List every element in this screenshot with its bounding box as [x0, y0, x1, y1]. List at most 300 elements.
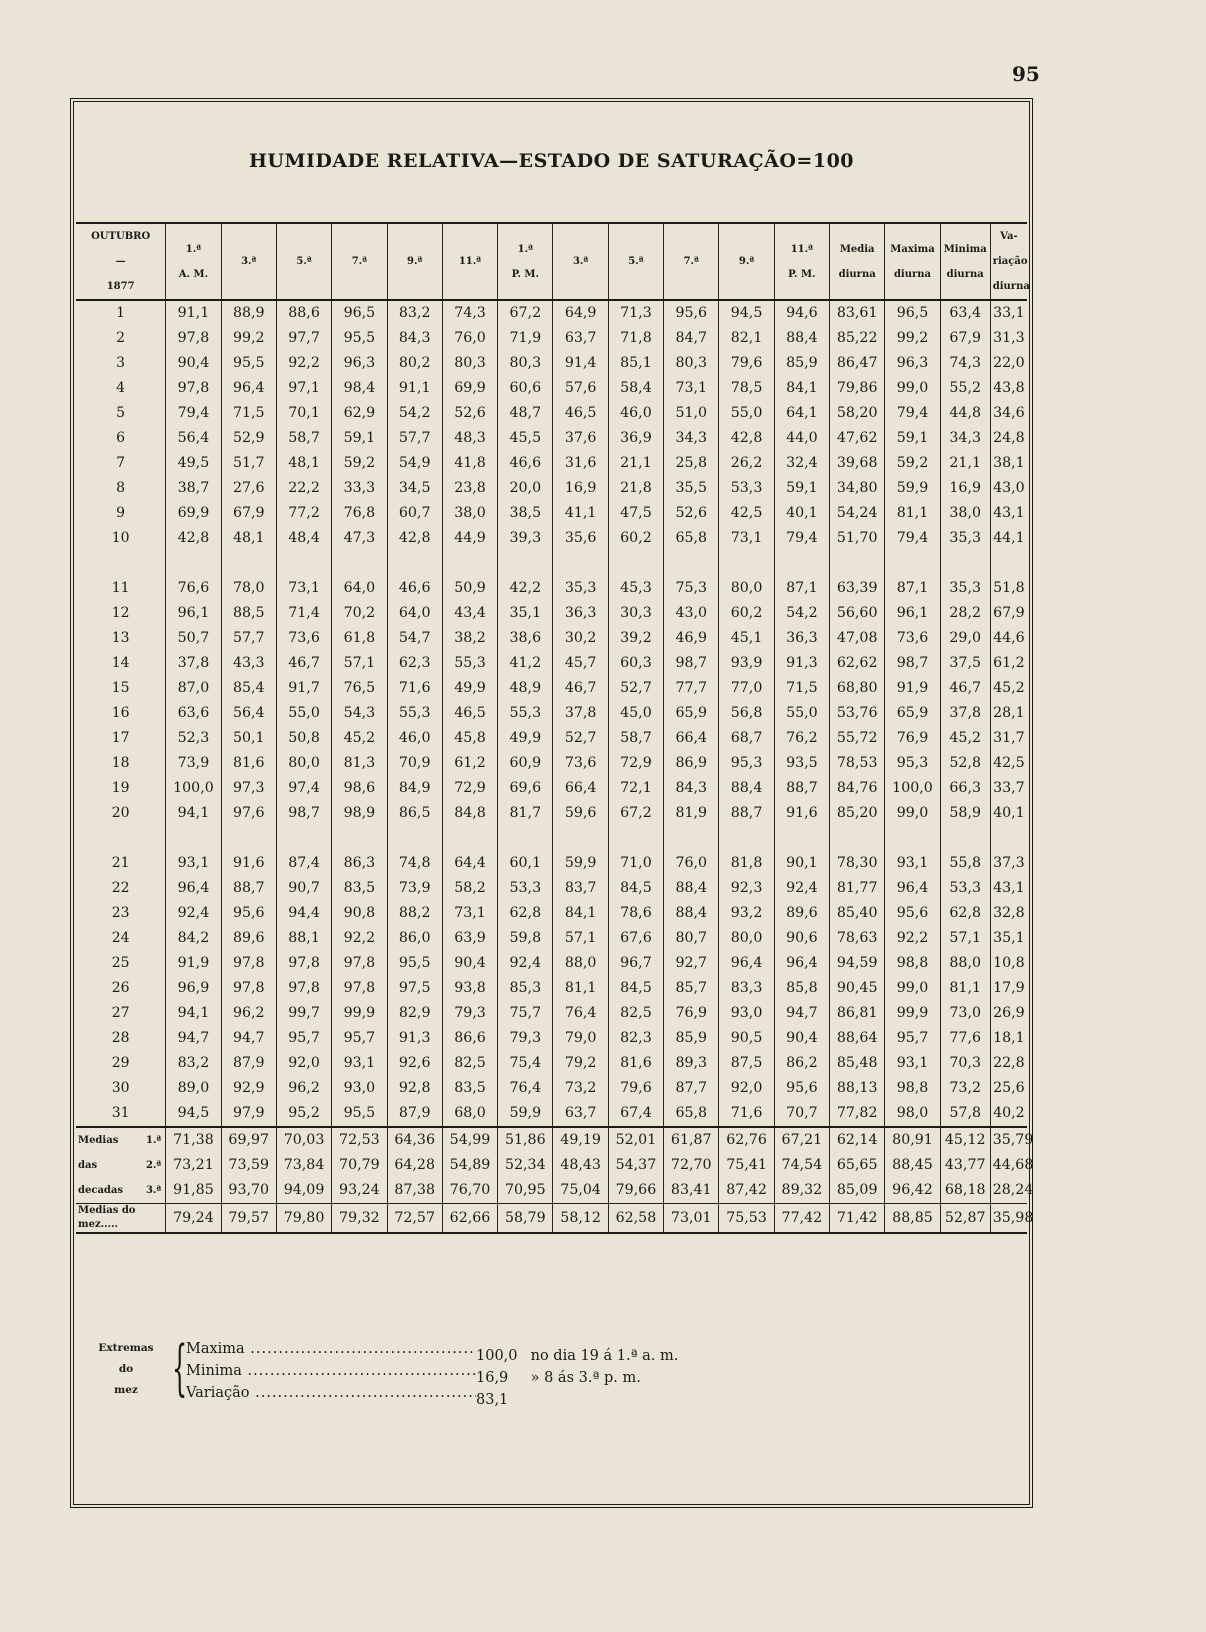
- table-cell: 62,8: [498, 901, 553, 926]
- table-cell: 81,8: [719, 851, 774, 876]
- table-cell: 64,4: [442, 851, 497, 876]
- table-cell: 52,6: [442, 401, 497, 426]
- table-cell: 59,2: [332, 451, 387, 476]
- table-cell: 86,5: [387, 801, 442, 826]
- table-row: [76, 451, 1027, 476]
- table-cell: 42,5: [719, 501, 774, 526]
- table-cell: 65,9: [885, 701, 940, 726]
- table-cell: 92,3: [719, 876, 774, 901]
- table-cell: 73,2: [553, 1076, 608, 1101]
- table-cell: 45,2: [940, 726, 990, 751]
- table-cell: 66,4: [553, 776, 608, 801]
- table-cell: 80,0: [719, 576, 774, 601]
- table-cell: 70,95: [498, 1178, 553, 1204]
- table-cell: 73,59: [221, 1153, 276, 1178]
- table-cell: 81,77: [830, 876, 885, 901]
- table-cell: 69,6: [498, 776, 553, 801]
- spacer-row: [76, 826, 1027, 851]
- table-cell: 46,6: [498, 451, 553, 476]
- table-cell: 47,62: [830, 426, 885, 451]
- extremas-label: Extremas do mez: [98, 1342, 154, 1396]
- table-cell: 95,7: [276, 1026, 331, 1051]
- table-cell: 58,9: [940, 801, 990, 826]
- table-cell: 97,8: [332, 976, 387, 1001]
- table-cell: 52,87: [940, 1204, 990, 1234]
- table-cell: 74,54: [774, 1153, 829, 1178]
- table-row: [76, 376, 1027, 401]
- table-cell: 87,9: [221, 1051, 276, 1076]
- table-cell: 59,2: [885, 451, 940, 476]
- table-cell: 57,1: [553, 926, 608, 951]
- table-cell: 85,4: [221, 676, 276, 701]
- table-row: [76, 776, 1027, 801]
- table-cell: 52,8: [940, 751, 990, 776]
- table-cell: 63,6: [166, 701, 221, 726]
- table-cell: 88,4: [774, 326, 829, 351]
- table-cell: 53,76: [830, 701, 885, 726]
- table-cell: 95,2: [276, 1101, 331, 1127]
- table-cell: 62,14: [830, 1127, 885, 1153]
- table-cell: 33,1: [990, 300, 1027, 326]
- table-cell: 56,4: [166, 426, 221, 451]
- table-cell: 57,7: [387, 426, 442, 451]
- table-cell: 45,2: [990, 676, 1027, 701]
- day-number: 23: [111, 905, 130, 921]
- table-cell: 35,5: [664, 476, 719, 501]
- table-cell: 69,97: [221, 1127, 276, 1153]
- table-cell: 89,0: [166, 1076, 221, 1101]
- table-cell: 84,7: [664, 326, 719, 351]
- extremas-row-minima: Minima ..... 16,9 » 8 ás 3.ª p. m.: [186, 1360, 641, 1382]
- table-cell: 33,7: [990, 776, 1027, 801]
- table-cell: 57,1: [332, 651, 387, 676]
- table-row: [76, 476, 1027, 501]
- table-cell: 67,9: [990, 601, 1027, 626]
- table-cell: 45,0: [608, 701, 663, 726]
- table-cell: 52,7: [553, 726, 608, 751]
- table-cell: 35,6: [553, 526, 608, 551]
- table-cell: 58,4: [608, 376, 663, 401]
- table-cell: 99,2: [221, 326, 276, 351]
- table-cell: 40,1: [990, 801, 1027, 826]
- day-number: 2: [116, 330, 126, 346]
- table-row: [76, 1001, 1027, 1026]
- column-header: 11.ª P. M.: [774, 223, 829, 300]
- table-cell: 73,1: [442, 901, 497, 926]
- table-cell: 69,9: [442, 376, 497, 401]
- table-cell: 67,2: [608, 801, 663, 826]
- table-cell: 69,9: [166, 501, 221, 526]
- table-cell: 64,0: [387, 601, 442, 626]
- table-cell: 35,3: [940, 526, 990, 551]
- table-cell: 22,8: [990, 1051, 1027, 1076]
- day-number: 20: [111, 805, 130, 821]
- table-cell: 85,3: [498, 976, 553, 1001]
- table-cell: 87,5: [719, 1051, 774, 1076]
- table-cell: 43,0: [664, 601, 719, 626]
- table-cell: 43,3: [221, 651, 276, 676]
- table-cell: 95,3: [885, 751, 940, 776]
- table-row: [76, 901, 1027, 926]
- table-cell: 84,2: [166, 926, 221, 951]
- table-cell: 83,2: [387, 300, 442, 326]
- table-cell: 61,2: [990, 651, 1027, 676]
- table-cell: 60,2: [608, 526, 663, 551]
- table-cell: 75,41: [719, 1153, 774, 1178]
- table-cell: 72,1: [608, 776, 663, 801]
- table-cell: 88,7: [719, 801, 774, 826]
- table-cell: 28,2: [940, 601, 990, 626]
- table-cell: 85,8: [774, 976, 829, 1001]
- table-cell: 90,7: [276, 876, 331, 901]
- table-cell: 91,7: [276, 676, 331, 701]
- table-cell: 37,8: [553, 701, 608, 726]
- table-cell: 35,3: [940, 576, 990, 601]
- table-cell: 71,5: [774, 676, 829, 701]
- table-cell: 88,13: [830, 1076, 885, 1101]
- table-cell: 84,3: [664, 776, 719, 801]
- decada-row: [76, 1127, 1027, 1153]
- table-row: [76, 601, 1027, 626]
- table-cell: 100,0: [166, 776, 221, 801]
- day-number: 8: [116, 480, 126, 496]
- table-cell: 78,5: [719, 376, 774, 401]
- table-cell: 44,8: [940, 401, 990, 426]
- table-cell: 16,9: [940, 476, 990, 501]
- table-cell: 24,8: [990, 426, 1027, 451]
- table-cell: 97,8: [276, 951, 331, 976]
- table-cell: 48,3: [442, 426, 497, 451]
- table-cell: 37,5: [940, 651, 990, 676]
- table-cell: 52,34: [498, 1153, 553, 1178]
- table-cell: 79,66: [608, 1178, 663, 1204]
- table-cell: 84,9: [387, 776, 442, 801]
- table-cell: 98,9: [332, 801, 387, 826]
- table-cell: 100,0: [885, 776, 940, 801]
- table-cell: 92,2: [332, 926, 387, 951]
- table-cell: 81,1: [553, 976, 608, 1001]
- table-cell: 44,68: [990, 1153, 1027, 1178]
- table-cell: 57,6: [553, 376, 608, 401]
- table-cell: 73,2: [940, 1076, 990, 1101]
- table-cell: 78,0: [221, 576, 276, 601]
- table-cell: 84,8: [442, 801, 497, 826]
- table-cell: 77,2: [276, 501, 331, 526]
- table-cell: 81,1: [885, 501, 940, 526]
- table-cell: 52,01: [608, 1127, 663, 1153]
- table-cell: 67,6: [608, 926, 663, 951]
- table-cell: 96,4: [885, 876, 940, 901]
- table-cell: 45,1: [719, 626, 774, 651]
- table-cell: 71,5: [221, 401, 276, 426]
- table-cell: 47,08: [830, 626, 885, 651]
- table-cell: 31,3: [990, 326, 1027, 351]
- day-number: 14: [111, 655, 130, 671]
- table-cell: 84,1: [774, 376, 829, 401]
- table-cell: 87,1: [885, 576, 940, 601]
- table-cell: 65,9: [664, 701, 719, 726]
- table-cell: 52,9: [221, 426, 276, 451]
- table-cell: 59,1: [885, 426, 940, 451]
- table-cell: 75,04: [553, 1178, 608, 1204]
- table-cell: 98,0: [885, 1101, 940, 1127]
- table-cell: 97,4: [276, 776, 331, 801]
- table-row: [76, 926, 1027, 951]
- table-cell: 59,8: [498, 926, 553, 951]
- table-cell: 58,20: [830, 401, 885, 426]
- table-cell: 51,86: [498, 1127, 553, 1153]
- table-cell: 76,0: [664, 851, 719, 876]
- table-cell: 57,8: [940, 1101, 990, 1127]
- table-cell: 72,70: [664, 1153, 719, 1178]
- table-cell: 80,3: [442, 351, 497, 376]
- table-cell: 88,2: [387, 901, 442, 926]
- extremas-row-variacao: Variação ..... 83,1: [186, 1382, 526, 1404]
- table-cell: 46,7: [940, 676, 990, 701]
- table-cell: 54,9: [387, 451, 442, 476]
- table-cell: 46,7: [276, 651, 331, 676]
- table-cell: 99,9: [332, 1001, 387, 1026]
- table-row: [76, 851, 1027, 876]
- table-cell: 97,8: [221, 951, 276, 976]
- table-cell: 84,76: [830, 776, 885, 801]
- table-cell: 85,7: [664, 976, 719, 1001]
- table-cell: 91,6: [774, 801, 829, 826]
- table-cell: 83,7: [553, 876, 608, 901]
- table-cell: 41,2: [498, 651, 553, 676]
- table-cell: 20,0: [498, 476, 553, 501]
- table-cell: 86,0: [387, 926, 442, 951]
- table-cell: 29,0: [940, 626, 990, 651]
- table-cell: 37,8: [166, 651, 221, 676]
- table-cell: 85,22: [830, 326, 885, 351]
- table-cell: 22,2: [276, 476, 331, 501]
- table-cell: 85,1: [608, 351, 663, 376]
- table-cell: 61,87: [664, 1127, 719, 1153]
- table-cell: 94,6: [774, 300, 829, 326]
- table-cell: 73,21: [166, 1153, 221, 1178]
- table-cell: 88,9: [221, 300, 276, 326]
- table-row: [76, 1076, 1027, 1101]
- table-cell: 34,80: [830, 476, 885, 501]
- table-cell: 87,42: [719, 1178, 774, 1204]
- table-cell: 86,2: [774, 1051, 829, 1076]
- table-cell: 42,8: [387, 526, 442, 551]
- table-cell: 55,8: [940, 851, 990, 876]
- table-cell: 71,0: [608, 851, 663, 876]
- table-cell: 56,8: [719, 701, 774, 726]
- table-row: [76, 526, 1027, 551]
- table-cell: 98,7: [885, 651, 940, 676]
- table-cell: 95,6: [221, 901, 276, 926]
- table-cell: 79,4: [166, 401, 221, 426]
- table-cell: 59,6: [553, 801, 608, 826]
- table-cell: 76,5: [332, 676, 387, 701]
- day-number: 16: [111, 705, 130, 721]
- table-row: [76, 876, 1027, 901]
- table-cell: 76,4: [553, 1001, 608, 1026]
- table-cell: 54,3: [332, 701, 387, 726]
- table-cell: 53,3: [940, 876, 990, 901]
- table-cell: 98,8: [885, 1076, 940, 1101]
- table-cell: 66,4: [664, 726, 719, 751]
- table-row: [76, 326, 1027, 351]
- table-cell: 40,1: [774, 501, 829, 526]
- table-cell: 93,1: [166, 851, 221, 876]
- table-row: [76, 501, 1027, 526]
- table-cell: 78,6: [608, 901, 663, 926]
- table-cell: 56,60: [830, 601, 885, 626]
- table-cell: 81,1: [940, 976, 990, 1001]
- column-header: 3.ª: [553, 223, 608, 300]
- table-cell: 96,4: [166, 876, 221, 901]
- table-cell: 77,82: [830, 1101, 885, 1127]
- table-cell: 79,24: [166, 1204, 221, 1234]
- table-cell: 47,5: [608, 501, 663, 526]
- table-cell: 79,80: [276, 1204, 331, 1234]
- table-cell: 67,9: [221, 501, 276, 526]
- table-cell: 76,9: [885, 726, 940, 751]
- table-cell: 60,2: [719, 601, 774, 626]
- column-header: Maxima diurna: [885, 223, 940, 300]
- table-cell: 73,01: [664, 1204, 719, 1234]
- day-number: 27: [111, 1005, 130, 1021]
- table-cell: 93,5: [774, 751, 829, 776]
- table-cell: 71,6: [387, 676, 442, 701]
- table-row: [76, 801, 1027, 826]
- table-cell: 70,9: [387, 751, 442, 776]
- table-cell: 70,03: [276, 1127, 331, 1153]
- table-cell: 79,4: [885, 401, 940, 426]
- table-cell: 50,7: [166, 626, 221, 651]
- table-cell: 37,8: [940, 701, 990, 726]
- table-cell: 91,85: [166, 1178, 221, 1204]
- decada-label: decadas 3.ª: [78, 1185, 162, 1196]
- table-cell: 94,5: [166, 1101, 221, 1127]
- table-cell: 62,3: [387, 651, 442, 676]
- table-cell: 32,8: [990, 901, 1027, 926]
- table-cell: 65,65: [830, 1153, 885, 1178]
- table-cell: 78,30: [830, 851, 885, 876]
- table-cell: 31,6: [553, 451, 608, 476]
- table-cell: 98,4: [332, 376, 387, 401]
- table-cell: 99,2: [885, 326, 940, 351]
- table-cell: 71,42: [830, 1204, 885, 1234]
- day-number: 26: [111, 980, 130, 996]
- table-cell: 70,79: [332, 1153, 387, 1178]
- column-header: 5.ª: [608, 223, 663, 300]
- table-cell: 46,9: [664, 626, 719, 651]
- table-cell: 76,4: [498, 1076, 553, 1101]
- table-cell: 70,7: [774, 1101, 829, 1127]
- table-cell: 44,6: [990, 626, 1027, 651]
- table-cell: 70,3: [940, 1051, 990, 1076]
- table-cell: 35,1: [990, 926, 1027, 951]
- table-cell: 94,7: [166, 1026, 221, 1051]
- table-cell: 62,58: [608, 1204, 663, 1234]
- table-cell: 37,6: [553, 426, 608, 451]
- table-cell: 50,8: [276, 726, 331, 751]
- table-cell: 79,4: [885, 526, 940, 551]
- header-row: [76, 223, 1027, 300]
- table-cell: 46,5: [442, 701, 497, 726]
- table-cell: 85,09: [830, 1178, 885, 1204]
- table-cell: 21,1: [940, 451, 990, 476]
- table-cell: 41,1: [553, 501, 608, 526]
- table-cell: 54,2: [774, 601, 829, 626]
- table-cell: 63,7: [553, 326, 608, 351]
- table-cell: 39,2: [608, 626, 663, 651]
- column-header: 1.ª A. M.: [166, 223, 221, 300]
- table-cell: 95,7: [885, 1026, 940, 1051]
- table-cell: 88,45: [885, 1153, 940, 1178]
- table-cell: 74,3: [442, 300, 497, 326]
- table-cell: 96,3: [885, 351, 940, 376]
- table-cell: 30,3: [608, 601, 663, 626]
- table-cell: 97,3: [221, 776, 276, 801]
- table-cell: 86,9: [664, 751, 719, 776]
- table-cell: 64,28: [387, 1153, 442, 1178]
- table-cell: 30,2: [553, 626, 608, 651]
- table-cell: 63,7: [553, 1101, 608, 1127]
- table-cell: 98,7: [664, 651, 719, 676]
- table-cell: 38,0: [940, 501, 990, 526]
- table-cell: 64,0: [332, 576, 387, 601]
- table-cell: 99,0: [885, 801, 940, 826]
- table-cell: 73,6: [553, 751, 608, 776]
- table-cell: 84,1: [553, 901, 608, 926]
- table-cell: 75,53: [719, 1204, 774, 1234]
- table-cell: 95,6: [664, 300, 719, 326]
- table-cell: 93,2: [719, 901, 774, 926]
- table-cell: 73,1: [664, 376, 719, 401]
- table-cell: 52,6: [664, 501, 719, 526]
- table-cell: 82,5: [608, 1001, 663, 1026]
- table-cell: 34,3: [940, 426, 990, 451]
- decada-label: das 2.ª: [78, 1160, 162, 1171]
- table-cell: 88,6: [276, 300, 331, 326]
- table-cell: 88,7: [774, 776, 829, 801]
- table-cell: 92,8: [387, 1076, 442, 1101]
- table-cell: 93,1: [885, 1051, 940, 1076]
- table-cell: 62,62: [830, 651, 885, 676]
- table-cell: 93,0: [332, 1076, 387, 1101]
- table-cell: 97,9: [221, 1101, 276, 1127]
- table-cell: 93,70: [221, 1178, 276, 1204]
- table-cell: 46,0: [608, 401, 663, 426]
- table-cell: 48,7: [498, 401, 553, 426]
- table-cell: 44,1: [990, 526, 1027, 551]
- table-cell: 89,32: [774, 1178, 829, 1204]
- table-cell: 79,32: [332, 1204, 387, 1234]
- table-cell: 83,2: [166, 1051, 221, 1076]
- table-cell: 51,8: [990, 576, 1027, 601]
- table-cell: 94,59: [830, 951, 885, 976]
- table-cell: 57,1: [940, 926, 990, 951]
- table-row: [76, 1101, 1027, 1127]
- table-cell: 63,4: [940, 300, 990, 326]
- table-cell: 98,6: [332, 776, 387, 801]
- table-cell: 96,42: [885, 1178, 940, 1204]
- day-number: 1: [116, 305, 126, 321]
- day-number: 7: [116, 455, 126, 471]
- table-cell: 87,7: [664, 1076, 719, 1101]
- table-cell: 50,1: [221, 726, 276, 751]
- table-cell: 65,8: [664, 526, 719, 551]
- table-row: [76, 300, 1027, 326]
- table-cell: 95,6: [774, 1076, 829, 1101]
- table-cell: 54,89: [442, 1153, 497, 1178]
